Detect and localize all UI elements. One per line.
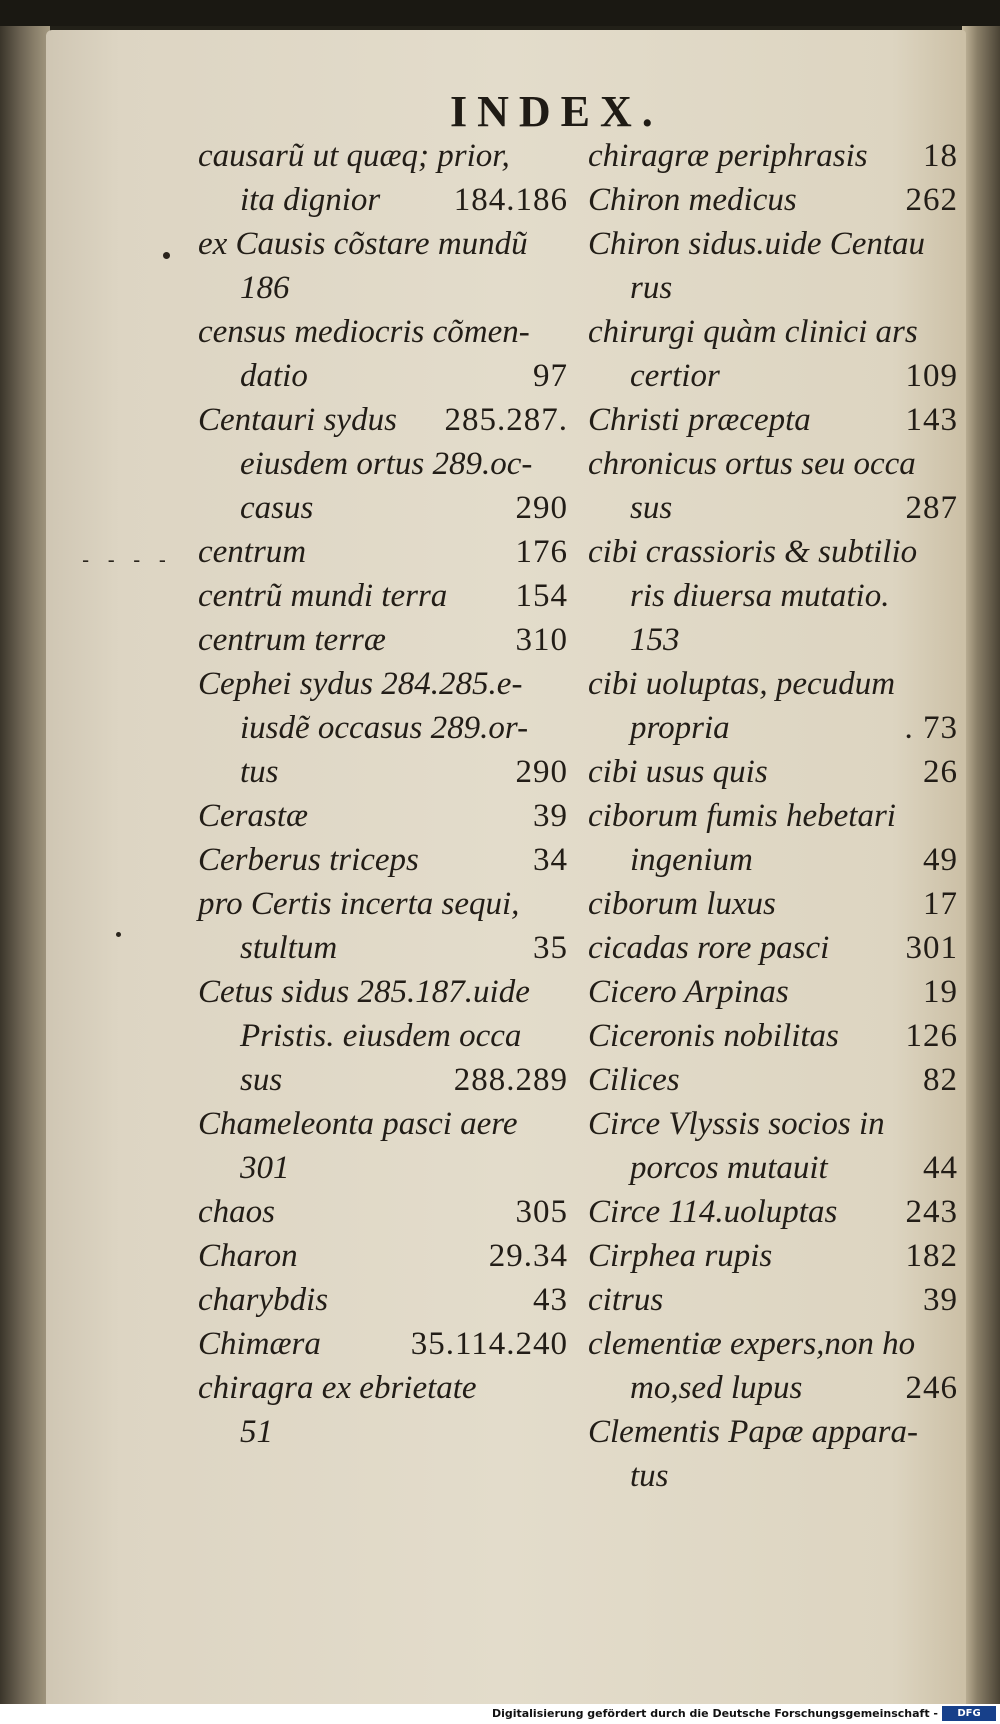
index-entry-text: porcos mutauit (630, 1150, 828, 1186)
index-entry-text: eiusdem ortus 289.oc- (240, 446, 533, 482)
index-entry-page-number: 126 (905, 1018, 958, 1054)
index-entry-text: Ciceronis nobilitas (588, 1018, 839, 1054)
index-entry-text: cibi crassioris & subtilio (588, 534, 918, 570)
index-entry (588, 1234, 958, 1278)
index-entry-text: chiragra ex ebrietate (198, 1370, 477, 1406)
index-entry-page-number: 305 (515, 1194, 568, 1230)
index-entry-text: mo,sed lupus (630, 1370, 803, 1406)
index-entry-text: 153 (630, 622, 680, 658)
index-entry-page-number: 184.186 (453, 182, 568, 218)
index-entry-text: cibi uoluptas, pecudum (588, 666, 896, 702)
index-entry (588, 882, 958, 926)
index-entry-text: Chiron medicus (588, 182, 797, 218)
index-entry (588, 398, 958, 442)
index-entry-page-number: 44 (923, 1150, 958, 1186)
index-entry-text: stultum (240, 930, 338, 966)
index-entry-text: chiragræ periphrasis (588, 138, 868, 174)
index-entry (198, 1278, 568, 1322)
dfg-logo: DFG (942, 1706, 996, 1721)
index-entry (198, 970, 568, 1014)
index-entry-text: centrũ mundi terra (198, 578, 448, 614)
index-entry-text: Chameleonta pasci aere (198, 1106, 518, 1142)
index-entry-text: certior (630, 358, 720, 394)
index-entry-text: Cilices (588, 1062, 680, 1098)
index-entry-text: Cirphea rupis (588, 1238, 773, 1274)
index-entry-text: causarũ ut quæq; prior, (198, 138, 510, 174)
index-entry-page-number: 26 (923, 754, 958, 790)
index-entry-text: citrus (588, 1282, 664, 1318)
index-entry-page-number: 287 (905, 490, 958, 526)
index-entry (588, 486, 958, 530)
index-entry (198, 354, 568, 398)
index-entry-text: Cetus sidus 285.187.uide (198, 974, 530, 1010)
margin-dot (116, 932, 121, 937)
index-entry-page-number: 82 (923, 1062, 958, 1098)
index-entry-text: Chimæra (198, 1326, 321, 1362)
index-entry-text: chirurgi quàm clinici ars (588, 314, 918, 350)
index-entry-page-number: 35.114.240 (410, 1326, 568, 1362)
index-entry-text: ingenium (630, 842, 753, 878)
index-entry (198, 882, 568, 926)
index-entry (588, 1454, 958, 1498)
book-fore-edge (962, 26, 1000, 1720)
index-entry (588, 354, 958, 398)
index-entry-page-number: 301 (905, 930, 958, 966)
index-entry-text: Clementis Papæ appara- (588, 1414, 918, 1450)
index-entry (198, 1234, 568, 1278)
index-entry (198, 310, 568, 354)
index-entry-page-number: 262 (905, 182, 958, 218)
index-entry-text: iusdẽ occasus 289.or- (240, 710, 529, 746)
book-spine-edge (0, 26, 50, 1720)
index-entry-text: chaos (198, 1194, 275, 1230)
index-entry (588, 178, 958, 222)
margin-dot (163, 252, 170, 259)
index-entry (198, 1058, 568, 1102)
index-entry-page-number: 182 (905, 1238, 958, 1274)
index-entry-text: tus (630, 1458, 669, 1494)
index-entry (198, 574, 568, 618)
index-entry-text: datio (240, 358, 308, 394)
index-entry-text: chronicus ortus seu occa (588, 446, 916, 482)
index-entry-page-number: 34 (533, 842, 568, 878)
index-entry (198, 1146, 568, 1190)
page-header: INDEX. (450, 87, 663, 136)
index-entry-text: Pristis. eiusdem occa (240, 1018, 522, 1054)
index-entry-page-number: 246 (905, 1370, 958, 1406)
index-entry (588, 794, 958, 838)
index-entry (198, 1322, 568, 1366)
index-entry-page-number: 49 (923, 842, 958, 878)
index-entry (198, 618, 568, 662)
index-entry (588, 838, 958, 882)
index-entry (198, 222, 568, 266)
index-entry-text: sus (240, 1062, 283, 1098)
index-entry (198, 1190, 568, 1234)
index-entry-text: ciborum luxus (588, 886, 776, 922)
index-entry-page-number: 154 (515, 578, 568, 614)
index-entry (588, 618, 958, 662)
index-entry-text: Cerberus triceps (198, 842, 419, 878)
index-entry-page-number: 43 (533, 1282, 568, 1318)
index-entry (588, 266, 958, 310)
index-entry-text: centrum (198, 534, 307, 570)
index-entry (588, 1102, 958, 1146)
index-entry (588, 1190, 958, 1234)
index-entry-page-number: 243 (905, 1194, 958, 1230)
index-entry-page-number: 19 (923, 974, 958, 1010)
index-entry-text: Cephei sydus 284.285.e- (198, 666, 523, 702)
index-entry-text: Circe Vlyssis socios in (588, 1106, 885, 1142)
index-entry (588, 574, 958, 618)
index-entry-text: rus (630, 270, 673, 306)
index-entry (588, 1322, 958, 1366)
index-entry (198, 794, 568, 838)
index-right-column (588, 134, 958, 1498)
index-entry-page-number: 176 (515, 534, 568, 570)
index-left-column (198, 134, 568, 1454)
index-entry-page-number: 18 (923, 138, 958, 174)
index-entry-text: Chiron sidus.uide Centau (588, 226, 926, 262)
index-entry (198, 398, 568, 442)
index-entry (198, 1014, 568, 1058)
index-entry-page-number: 35 (533, 930, 568, 966)
index-entry (588, 750, 958, 794)
index-entry (198, 662, 568, 706)
index-entry-text: 301 (240, 1150, 290, 1186)
index-entry-text: Circe 114.uoluptas (588, 1194, 838, 1230)
index-entry (588, 1146, 958, 1190)
index-entry-page-number: . 73 (904, 710, 958, 746)
index-entry (588, 222, 958, 266)
index-entry-page-number: 310 (515, 622, 568, 658)
index-entry-text: 51 (240, 1414, 273, 1450)
index-entry (588, 970, 958, 1014)
index-entry (588, 530, 958, 574)
index-entry-text: tus (240, 754, 279, 790)
index-entry-text: census mediocris cõmen- (198, 314, 530, 350)
index-entry (588, 1278, 958, 1322)
scanner-top-edge (0, 0, 1000, 26)
index-entry (588, 1410, 958, 1454)
index-entry (198, 266, 568, 310)
index-entry-text: Centauri sydus (198, 402, 397, 438)
index-entry-page-number: 143 (905, 402, 958, 438)
index-entry (198, 178, 568, 222)
index-entry (198, 1102, 568, 1146)
index-entry-text: propria (630, 710, 730, 746)
index-entry-text: Charon (198, 1238, 298, 1274)
index-entry (588, 1366, 958, 1410)
footer-text: Digitalisierung gefördert durch die Deutsche Forschungsgemeinschaft - (491, 1707, 938, 1720)
index-entry (588, 706, 958, 750)
index-entry-page-number: 290 (515, 490, 568, 526)
index-entry (588, 926, 958, 970)
index-entry (588, 662, 958, 706)
index-entry-text: casus (240, 490, 314, 526)
index-entry-page-number: 39 (533, 798, 568, 834)
index-entry-text: Cicero Arpinas (588, 974, 789, 1010)
index-entry-text: pro Certis incerta sequi, (198, 886, 520, 922)
index-entry-text: sus (630, 490, 673, 526)
index-entry (198, 442, 568, 486)
index-entry-page-number: 285.287. (444, 402, 568, 438)
index-entry (588, 310, 958, 354)
index-entry (198, 838, 568, 882)
index-entry (198, 706, 568, 750)
index-entry (588, 442, 958, 486)
index-entry (198, 134, 568, 178)
index-entry-text: Christi præcepta (588, 402, 811, 438)
index-entry-text: charybdis (198, 1282, 329, 1318)
index-entry-text: ris diuersa mutatio. (630, 578, 890, 614)
index-entry (588, 134, 958, 178)
index-entry-text: cibi usus quis (588, 754, 768, 790)
index-entry-page-number: 109 (905, 358, 958, 394)
index-entry-text: ciborum fumis hebetari (588, 798, 896, 834)
index-entry (198, 486, 568, 530)
index-entry (198, 530, 568, 574)
footer-bar (0, 1704, 1000, 1724)
index-entry-page-number: 39 (923, 1282, 958, 1318)
index-entry-text: 186 (240, 270, 290, 306)
margin-marks: - - - - (82, 548, 172, 572)
index-entry (198, 1410, 568, 1454)
index-entry-text: ita dignior (240, 182, 381, 218)
index-entry (198, 1366, 568, 1410)
index-entry-text: clementiæ expers,non ho (588, 1326, 916, 1362)
index-entry-text: ex Causis cõstare mundũ (198, 226, 528, 262)
index-entry-text: cicadas rore pasci (588, 930, 830, 966)
index-entry (198, 750, 568, 794)
index-entry-page-number: 288.289 (453, 1062, 568, 1098)
index-entry-text: Cerastæ (198, 798, 309, 834)
index-entry-page-number: 97 (533, 358, 568, 394)
index-entry-page-number: 17 (923, 886, 958, 922)
index-entry (588, 1014, 958, 1058)
index-entry (588, 1058, 958, 1102)
index-entry-page-number: 29.34 (488, 1238, 568, 1274)
index-entry-page-number: 290 (515, 754, 568, 790)
index-entry-text: centrum terræ (198, 622, 386, 658)
index-entry (198, 926, 568, 970)
